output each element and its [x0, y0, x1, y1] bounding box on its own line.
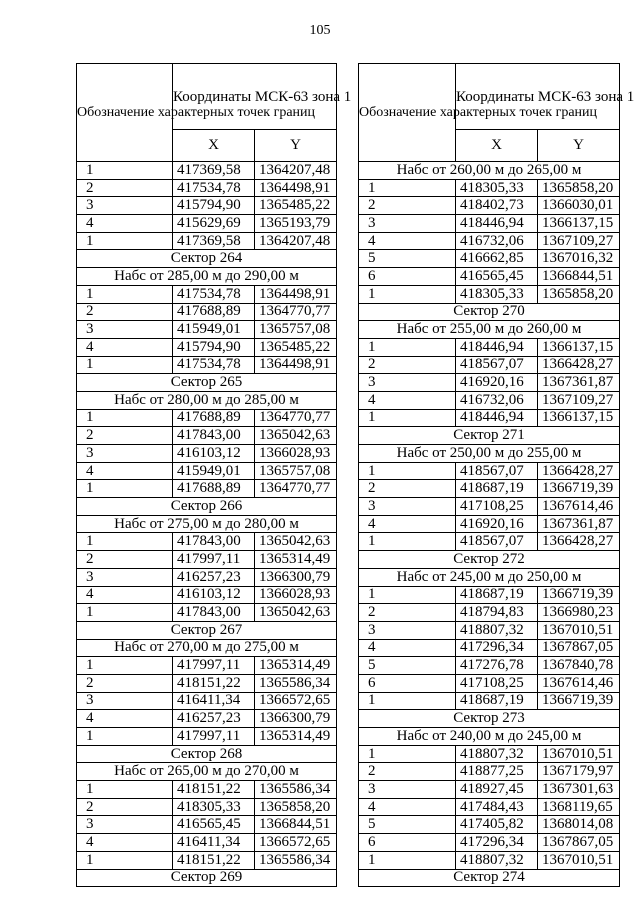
header-point-label: Обозначение характерных точек границ	[77, 64, 173, 162]
point-number: 3	[359, 215, 456, 233]
table-row	[77, 728, 337, 746]
table-row	[359, 374, 620, 392]
coord-y: 1366572,65	[255, 692, 337, 710]
section-label: Набс от 245,00 м до 250,00 м	[359, 568, 620, 586]
coord-x: 417405,82	[456, 816, 538, 834]
coord-x: 418305,33	[456, 179, 538, 197]
coord-x: 417296,34	[456, 834, 538, 852]
point-number: 2	[359, 356, 456, 374]
section-label: Сектор 270	[359, 303, 620, 321]
section-row	[77, 763, 337, 781]
table-row	[359, 338, 620, 356]
section-label: Набс от 255,00 м до 260,00 м	[359, 321, 620, 339]
coord-x: 418567,07	[456, 356, 538, 374]
coord-x: 418305,33	[456, 285, 538, 303]
coord-y: 1365314,49	[255, 657, 337, 675]
section-label: Набс от 280,00 м до 285,00 м	[77, 391, 337, 409]
section-label: Набс от 275,00 м до 280,00 м	[77, 515, 337, 533]
coord-y: 1365042,63	[255, 604, 337, 622]
coord-x: 418927,45	[456, 781, 538, 799]
coord-x: 417534,78	[173, 179, 255, 197]
coord-y: 1365586,34	[255, 674, 337, 692]
table-row	[359, 498, 620, 516]
coord-x: 418687,19	[456, 480, 538, 498]
table-row	[359, 250, 620, 268]
table-row	[359, 692, 620, 710]
coord-y: 1366137,15	[538, 338, 620, 356]
coord-y: 1365858,20	[255, 798, 337, 816]
coord-y: 1366844,51	[538, 268, 620, 286]
coord-y: 1366980,23	[538, 604, 620, 622]
table-row	[77, 232, 337, 250]
section-row	[359, 303, 620, 321]
table-row	[359, 409, 620, 427]
point-number: 2	[77, 427, 173, 445]
table-row	[359, 197, 620, 215]
header-x: X	[456, 130, 538, 162]
coord-x: 415949,01	[173, 321, 255, 339]
point-number: 3	[77, 197, 173, 215]
coord-x: 416565,45	[456, 268, 538, 286]
coord-y: 1364498,91	[255, 356, 337, 374]
point-number: 1	[77, 657, 173, 675]
table-row	[77, 851, 337, 869]
coord-y: 1367010,51	[538, 621, 620, 639]
coord-x: 417369,58	[173, 162, 255, 180]
coord-y: 1367867,05	[538, 834, 620, 852]
section-label: Сектор 272	[359, 551, 620, 569]
coord-y: 1366428,27	[538, 462, 620, 480]
coord-x: 415794,90	[173, 338, 255, 356]
section-row	[359, 162, 620, 180]
table-row	[359, 851, 620, 869]
point-number: 2	[77, 551, 173, 569]
point-number: 3	[77, 568, 173, 586]
table-row	[77, 710, 337, 728]
section-row	[359, 710, 620, 728]
point-number: 1	[359, 179, 456, 197]
table-row	[359, 798, 620, 816]
coord-x: 417688,89	[173, 480, 255, 498]
coord-y: 1367840,78	[538, 657, 620, 675]
table-row	[77, 321, 337, 339]
coord-x: 417997,11	[173, 551, 255, 569]
point-number: 2	[77, 798, 173, 816]
coord-y: 1365586,34	[255, 851, 337, 869]
table-row	[77, 674, 337, 692]
coord-y: 1365193,79	[255, 215, 337, 233]
table-row	[359, 533, 620, 551]
coord-x: 417296,34	[456, 639, 538, 657]
coordinates-table-right	[358, 63, 635, 887]
coord-x: 417997,11	[173, 728, 255, 746]
coord-x: 418687,19	[456, 586, 538, 604]
coord-x: 418446,94	[456, 215, 538, 233]
coord-y: 1365042,63	[255, 533, 337, 551]
coord-y: 1365042,63	[255, 427, 337, 445]
section-label: Сектор 274	[359, 869, 620, 887]
table-row	[359, 268, 620, 286]
section-row	[77, 621, 337, 639]
point-number: 3	[77, 445, 173, 463]
point-number: 5	[359, 250, 456, 268]
section-row	[77, 869, 337, 887]
section-label: Сектор 268	[77, 745, 337, 763]
point-number: 2	[77, 303, 173, 321]
point-number: 4	[77, 586, 173, 604]
table-row	[77, 551, 337, 569]
coord-x: 418305,33	[173, 798, 255, 816]
point-number: 4	[77, 710, 173, 728]
point-number: 4	[359, 798, 456, 816]
coord-y: 1364207,48	[255, 232, 337, 250]
coord-y: 1367010,51	[538, 745, 620, 763]
coord-y: 1366844,51	[255, 816, 337, 834]
point-number: 3	[77, 321, 173, 339]
point-number: 1	[77, 781, 173, 799]
table-row	[359, 285, 620, 303]
coord-x: 418567,07	[456, 462, 538, 480]
coord-x: 416662,85	[456, 250, 538, 268]
point-number: 4	[77, 834, 173, 852]
table-row	[77, 533, 337, 551]
page-number: 105	[309, 23, 331, 38]
section-label: Сектор 266	[77, 498, 337, 516]
coord-y: 1364770,77	[255, 303, 337, 321]
point-number: 3	[359, 498, 456, 516]
table-row	[77, 586, 337, 604]
coord-y: 1367361,87	[538, 374, 620, 392]
coord-y: 1366428,27	[538, 356, 620, 374]
section-label: Набс от 270,00 м до 275,00 м	[77, 639, 337, 657]
coord-y: 1366719,39	[538, 586, 620, 604]
section-label: Набс от 285,00 м до 290,00 м	[77, 268, 337, 286]
section-label: Сектор 265	[77, 374, 337, 392]
coord-y: 1368014,08	[538, 816, 620, 834]
coord-x: 418402,73	[456, 197, 538, 215]
point-number: 1	[359, 285, 456, 303]
table-row	[359, 745, 620, 763]
section-label: Сектор 273	[359, 710, 620, 728]
coord-x: 418567,07	[456, 533, 538, 551]
section-row	[77, 391, 337, 409]
section-label: Сектор 264	[77, 250, 337, 268]
coord-x: 417843,00	[173, 427, 255, 445]
coord-x: 415949,01	[173, 462, 255, 480]
section-label: Набс от 250,00 м до 255,00 м	[359, 445, 620, 463]
coord-x: 417108,25	[456, 674, 538, 692]
point-number: 4	[77, 215, 173, 233]
header-point-label: Обозначение характерных точек границ	[359, 64, 456, 162]
table-row	[77, 657, 337, 675]
table-row	[359, 674, 620, 692]
point-number: 1	[359, 586, 456, 604]
coord-x: 416411,34	[173, 692, 255, 710]
section-row	[359, 551, 620, 569]
table-row	[77, 462, 337, 480]
coord-x: 415629,69	[173, 215, 255, 233]
coord-x: 418151,22	[173, 781, 255, 799]
section-row	[359, 427, 620, 445]
table-row	[359, 834, 620, 852]
point-number: 1	[359, 745, 456, 763]
point-number: 6	[359, 674, 456, 692]
table-row	[77, 409, 337, 427]
coord-y: 1364770,77	[255, 480, 337, 498]
section-label: Сектор 271	[359, 427, 620, 445]
table-row	[359, 356, 620, 374]
section-row	[359, 728, 620, 746]
table-row	[77, 568, 337, 586]
section-row	[359, 445, 620, 463]
coord-y: 1364498,91	[255, 179, 337, 197]
coord-y: 1367109,27	[538, 232, 620, 250]
coord-x: 416103,12	[173, 586, 255, 604]
table-row	[77, 427, 337, 445]
coord-y: 1367179,97	[538, 763, 620, 781]
point-number: 1	[359, 692, 456, 710]
coord-x: 417534,78	[173, 285, 255, 303]
section-label: Набс от 240,00 м до 245,00 м	[359, 728, 620, 746]
header-x: X	[173, 130, 255, 162]
coord-y: 1367301,63	[538, 781, 620, 799]
coord-y: 1364770,77	[255, 409, 337, 427]
coord-y: 1366028,93	[255, 445, 337, 463]
coord-y: 1366428,27	[538, 533, 620, 551]
point-number: 4	[359, 639, 456, 657]
table-row	[359, 462, 620, 480]
coord-x: 416920,16	[456, 515, 538, 533]
coord-x: 418687,19	[456, 692, 538, 710]
point-number: 1	[359, 409, 456, 427]
coord-x: 418807,32	[456, 621, 538, 639]
table-row	[77, 604, 337, 622]
point-number: 1	[359, 462, 456, 480]
table-row	[77, 285, 337, 303]
point-number: 1	[77, 409, 173, 427]
point-number: 3	[359, 374, 456, 392]
coord-x: 418151,22	[173, 674, 255, 692]
section-row	[359, 568, 620, 586]
header-y: Y	[538, 130, 620, 162]
coord-x: 417534,78	[173, 356, 255, 374]
coord-y: 1365314,49	[255, 551, 337, 569]
coord-y: 1365757,08	[255, 462, 337, 480]
coord-x: 418807,32	[456, 745, 538, 763]
coord-x: 416257,23	[173, 568, 255, 586]
table-row	[359, 763, 620, 781]
coord-x: 418794,83	[456, 604, 538, 622]
table-row	[359, 586, 620, 604]
section-label: Набс от 265,00 м до 270,00 м	[77, 763, 337, 781]
table-row	[77, 781, 337, 799]
table-row	[77, 798, 337, 816]
point-number: 4	[77, 462, 173, 480]
table-row	[77, 338, 337, 356]
point-number: 5	[359, 816, 456, 834]
table-row	[359, 215, 620, 233]
coord-y: 1365485,22	[255, 197, 337, 215]
point-number: 1	[77, 356, 173, 374]
section-row	[359, 869, 620, 887]
coord-x: 418446,94	[456, 409, 538, 427]
point-number: 2	[359, 604, 456, 622]
coord-x: 416565,45	[173, 816, 255, 834]
coord-y: 1368119,65	[538, 798, 620, 816]
point-number: 2	[77, 179, 173, 197]
coord-x: 415794,90	[173, 197, 255, 215]
coord-y: 1367614,46	[538, 498, 620, 516]
table-row	[77, 834, 337, 852]
table-row	[359, 232, 620, 250]
table-row	[359, 179, 620, 197]
table-row	[359, 391, 620, 409]
header-y: Y	[255, 130, 337, 162]
point-number: 1	[77, 728, 173, 746]
section-row	[77, 745, 337, 763]
coord-x: 417369,58	[173, 232, 255, 250]
coord-y: 1367010,51	[538, 851, 620, 869]
table-row	[359, 515, 620, 533]
coord-x: 417843,00	[173, 533, 255, 551]
header-coordinates-title: Координаты МСК-63 зона 1	[173, 64, 337, 130]
coord-y: 1365858,20	[538, 179, 620, 197]
coord-y: 1367867,05	[538, 639, 620, 657]
coord-y: 1366719,39	[538, 480, 620, 498]
coord-y: 1364207,48	[255, 162, 337, 180]
table-row	[359, 621, 620, 639]
coord-x: 417688,89	[173, 409, 255, 427]
section-row	[77, 515, 337, 533]
coord-x: 418446,94	[456, 338, 538, 356]
point-number: 2	[359, 480, 456, 498]
point-number: 1	[77, 851, 173, 869]
coord-y: 1367361,87	[538, 515, 620, 533]
coord-y: 1366030,01	[538, 197, 620, 215]
point-number: 2	[359, 197, 456, 215]
section-row	[77, 268, 337, 286]
coord-y: 1365586,34	[255, 781, 337, 799]
coord-y: 1366572,65	[255, 834, 337, 852]
point-number: 3	[359, 781, 456, 799]
coord-x: 416103,12	[173, 445, 255, 463]
coord-x: 417843,00	[173, 604, 255, 622]
table-row	[77, 162, 337, 180]
point-number: 3	[77, 692, 173, 710]
coord-y: 1366137,15	[538, 215, 620, 233]
point-number: 1	[359, 338, 456, 356]
table-row	[359, 657, 620, 675]
coord-y: 1366300,79	[255, 710, 337, 728]
table-row	[359, 816, 620, 834]
point-number: 4	[359, 515, 456, 533]
coord-x: 417997,11	[173, 657, 255, 675]
coord-x: 416920,16	[456, 374, 538, 392]
table-row	[77, 303, 337, 321]
coord-y: 1364498,91	[255, 285, 337, 303]
point-number: 6	[359, 834, 456, 852]
point-number: 1	[77, 285, 173, 303]
table-row	[77, 692, 337, 710]
coord-x: 418807,32	[456, 851, 538, 869]
point-number: 4	[359, 391, 456, 409]
coord-x: 417276,78	[456, 657, 538, 675]
section-row	[77, 374, 337, 392]
coord-y: 1365485,22	[255, 338, 337, 356]
table-row	[77, 197, 337, 215]
point-number: 1	[77, 604, 173, 622]
point-number: 4	[77, 338, 173, 356]
coord-y: 1367109,27	[538, 391, 620, 409]
point-number: 3	[359, 621, 456, 639]
point-number: 1	[77, 480, 173, 498]
coord-y: 1366300,79	[255, 568, 337, 586]
coord-y: 1366137,15	[538, 409, 620, 427]
section-label: Сектор 269	[77, 869, 337, 887]
table-row	[77, 480, 337, 498]
coord-y: 1365858,20	[538, 285, 620, 303]
section-row	[77, 498, 337, 516]
coord-x: 417108,25	[456, 498, 538, 516]
table-row	[359, 604, 620, 622]
coord-y: 1367016,32	[538, 250, 620, 268]
coord-y: 1366719,39	[538, 692, 620, 710]
table-row	[359, 639, 620, 657]
point-number: 5	[359, 657, 456, 675]
coord-x: 416257,23	[173, 710, 255, 728]
table-row	[77, 179, 337, 197]
section-label: Набс от 260,00 м до 265,00 м	[359, 162, 620, 180]
table-row	[77, 445, 337, 463]
coord-y: 1366028,93	[255, 586, 337, 604]
point-number: 1	[77, 232, 173, 250]
point-number: 6	[359, 268, 456, 286]
point-number: 3	[77, 816, 173, 834]
section-row	[359, 321, 620, 339]
coord-x: 416732,06	[456, 391, 538, 409]
coord-x: 416411,34	[173, 834, 255, 852]
point-number: 1	[359, 533, 456, 551]
table-row	[359, 781, 620, 799]
coordinates-table-left	[76, 63, 352, 887]
point-number: 4	[359, 232, 456, 250]
table-row	[77, 356, 337, 374]
point-number: 1	[359, 851, 456, 869]
coord-x: 416732,06	[456, 232, 538, 250]
section-row	[77, 639, 337, 657]
point-number: 2	[77, 674, 173, 692]
section-row	[77, 250, 337, 268]
coord-x: 418877,25	[456, 763, 538, 781]
section-label: Сектор 267	[77, 621, 337, 639]
coord-y: 1365314,49	[255, 728, 337, 746]
coord-y: 1367614,46	[538, 674, 620, 692]
table-row	[359, 480, 620, 498]
coord-x: 418151,22	[173, 851, 255, 869]
coord-y: 1365757,08	[255, 321, 337, 339]
coord-x: 417484,43	[456, 798, 538, 816]
point-number: 1	[77, 162, 173, 180]
table-row	[77, 816, 337, 834]
point-number: 1	[77, 533, 173, 551]
table-row	[77, 215, 337, 233]
coord-x: 417688,89	[173, 303, 255, 321]
header-coordinates-title: Координаты МСК-63 зона 1	[456, 64, 620, 130]
point-number: 2	[359, 763, 456, 781]
